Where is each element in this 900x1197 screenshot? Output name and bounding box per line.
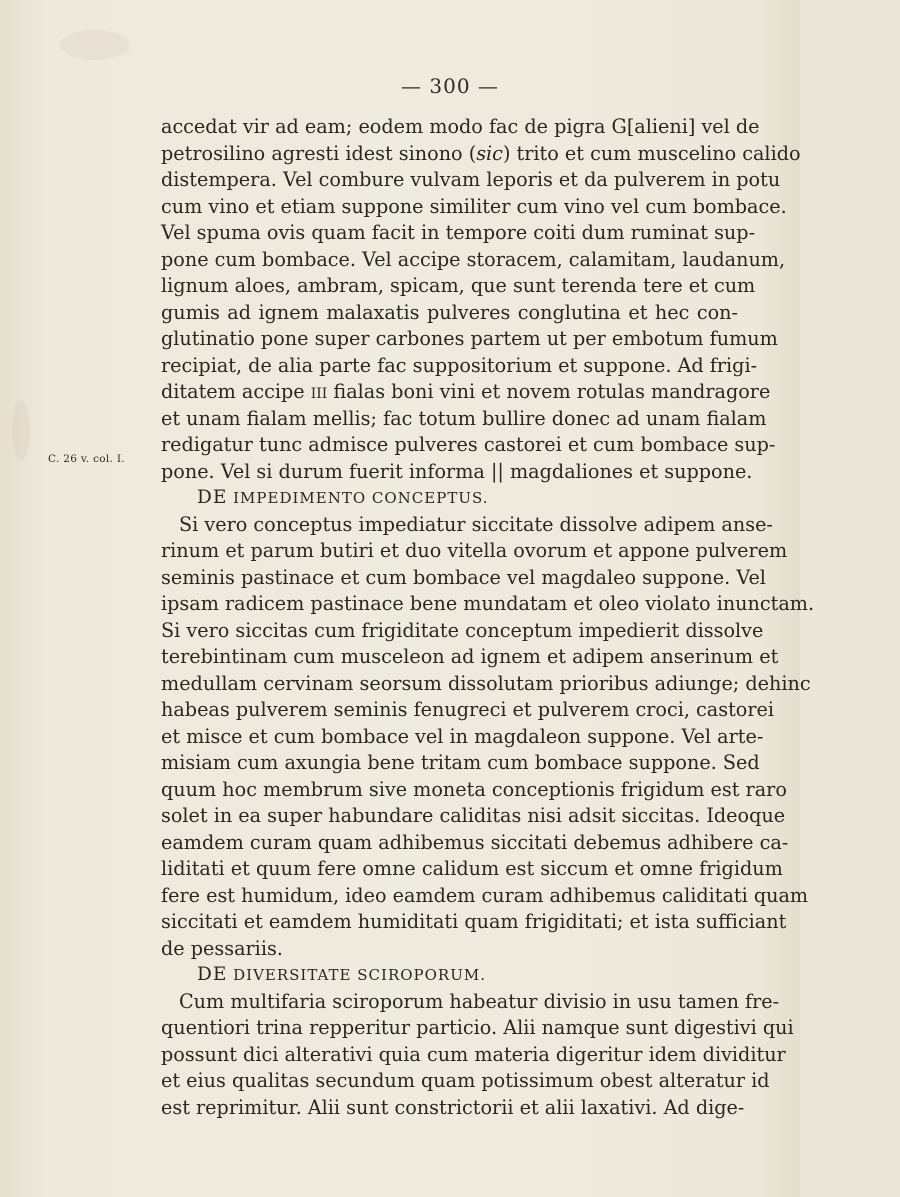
body-text [161, 114, 815, 1121]
text-line: Si vero siccitas cum frigiditate conceptum impedierit dissolve [161, 618, 764, 642]
text-line: seminis pastinace et cum bombace vel magdaleo suppone. Vel [161, 565, 766, 589]
text-line: gumis ad ignem malaxatis pulveres conglutina et hec con- [161, 300, 738, 324]
text-line: accedat vir ad eam; eodem modo fac de pigra G[alieni] vel de [161, 115, 760, 138]
page-number: — 300 — [401, 74, 499, 98]
section-heading [161, 485, 738, 512]
text-line: petrosilino agresti idest sinono (sic) trito et cum muscelino calido [161, 141, 801, 165]
text-line: quum hoc membrum sive moneta conceptionis frigidum est raro [161, 777, 787, 801]
text-line: solet in ea super habundare caliditas nisi adsit siccitas. Ideoque [161, 804, 786, 827]
text-line: de pessariis. [161, 936, 283, 960]
text-line: misiam cum axungia bene tritam cum bombace suppone. Sed [161, 751, 760, 774]
text-line: recipiat, de alia parte fac suppositorium et suppone. Ad frigi- [161, 353, 758, 377]
paper-stain [60, 30, 130, 60]
text-line: lignum aloes, ambram, spicam, que sunt terenda tere et cum [161, 274, 756, 297]
paper-stain [12, 400, 30, 460]
text-line: pone cum bombace. Vel accipe storacem, calamitam, laudanum, [161, 247, 786, 271]
text-line: Cum multifaria sciroporum habeatur divisio in usu tamen fre- [179, 989, 780, 1013]
heading-text: DIVERSITATE SCIROPORUM. [233, 966, 486, 984]
text-line: cum vino et etiam suppone similiter cum vino vel cum bombace. [161, 194, 787, 218]
text-line: quentiori trina repperitur particio. Alii namque sunt digestivi qui [161, 1016, 794, 1039]
text-line: eamdem curam quam adhibemus siccitati debemus adhibere ca- [161, 830, 789, 854]
text-line: et misce et cum bombace vel in magdaleon suppone. Vel arte- [161, 724, 764, 748]
text-line: possunt dici alterativi quia cum materia digeritur idem dividitur [161, 1042, 786, 1066]
heading-text: IMPEDIMENTO CONCEPTUS. [233, 489, 489, 507]
heading-initial: DE [197, 487, 228, 508]
text-line: ditatem accipe III fialas boni vini et novem rotulas mandragore [161, 380, 771, 403]
text-line: pone. Vel si durum fuerit informa || magdaliones et suppone. [161, 459, 753, 483]
section-heading [161, 962, 738, 989]
text-line: fere est humidum, ideo eamdem curam adhibemus caliditati quam [161, 883, 809, 907]
text-line: Vel spuma ovis quam facit in tempore coiti dum ruminat sup- [161, 221, 756, 244]
text-line: glutinatio pone super carbones partem ut per embotum fumum [161, 327, 778, 350]
text-line: medullam cervinam seorsum dissolutam prioribus adiunge; dehinc [161, 671, 811, 695]
text-line: redigatur tunc admisce pulveres castorei et cum bombace sup- [161, 433, 776, 456]
text-line: et eius qualitas secundum quam potissimum obest alteratur id [161, 1069, 770, 1092]
heading-initial: DE [197, 964, 228, 985]
margin-note: C. 26 v. col. I. [48, 453, 125, 465]
text-line: siccitati et eamdem humiditati quam frigiditati; et ista sufficiant [161, 910, 787, 933]
text-line: est reprimitur. Alii sunt constrictorii et alii laxativi. Ad dige- [161, 1095, 745, 1119]
text-line: Si vero conceptus impediatur siccitate dissolve adipem anse- [179, 512, 773, 536]
text-line: rinum et parum butiri et duo vitella ovorum et appone pulverem [161, 539, 788, 562]
text-line: liditati et quum fere omne calidum est siccum et omne frigidum [161, 857, 783, 880]
text-line: distempera. Vel combure vulvam leporis et da pulverem in potu [161, 168, 781, 191]
text-line: habeas pulverem seminis fenugreci et pulverem croci, castorei [161, 698, 775, 721]
text-line: terebintinam cum musceleon ad ignem et adipem anserinum et [161, 645, 779, 668]
text-line: et unam fialam mellis; fac totum bullire donec ad unam fialam [161, 406, 767, 430]
text-line: ipsam radicem pastinace bene mundatam et oleo violato inunctam. [161, 592, 815, 615]
